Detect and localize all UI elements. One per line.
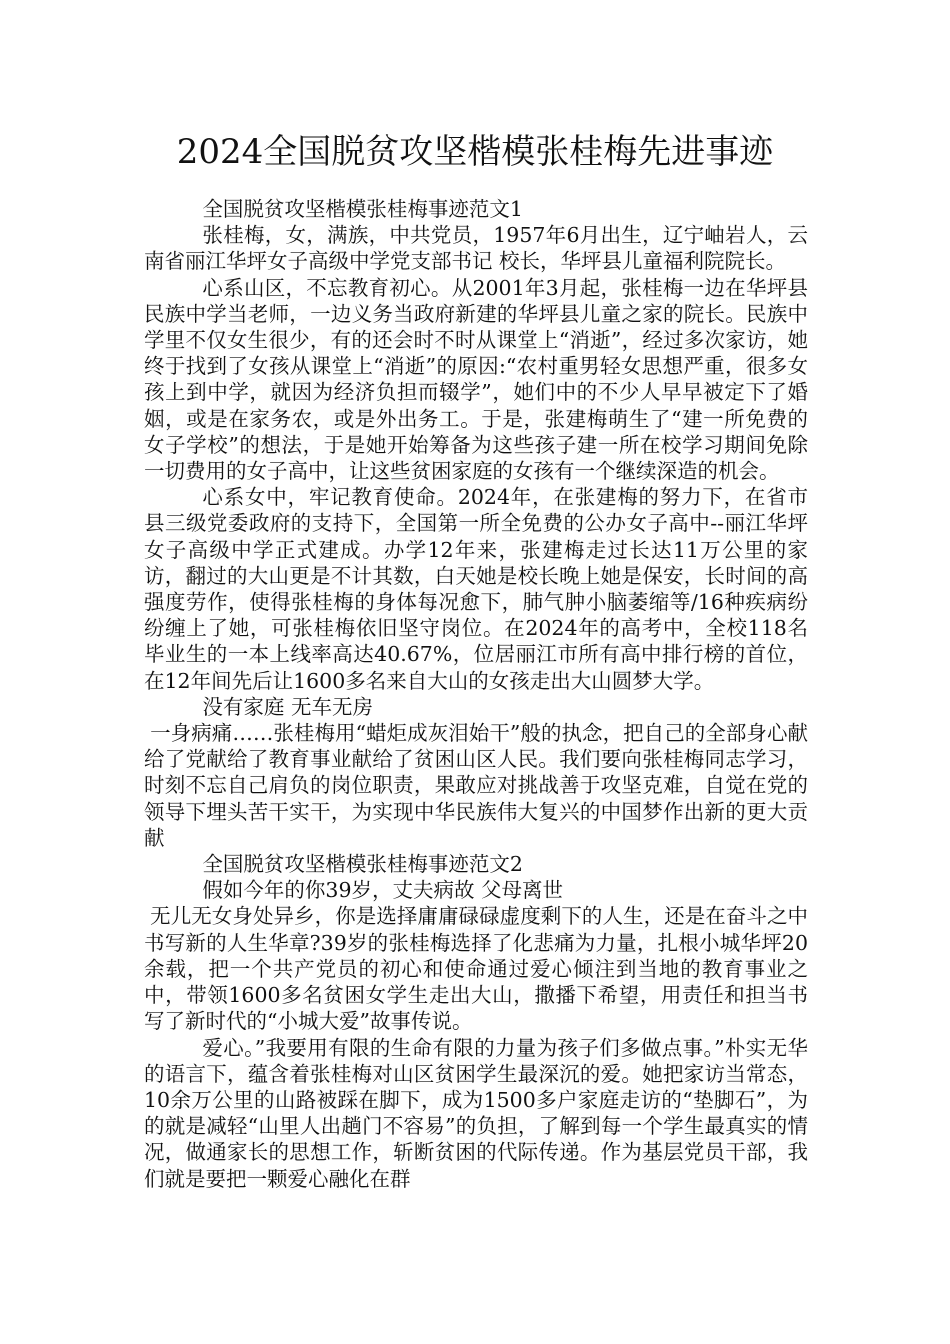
paragraph-dedication: 一身病痛……张桂梅用“蜡炬成灰泪始干”般的执念，把自己的全部身心献给了党献给了教育事业献给了贫困山区人民。我们要向张桂梅同志学习，时刻不忘自己肩负的岗位职责，果敢应对挑战善于攻坚克难，自觉在党的领导下埋头苦干实干，为实现中华民族伟大复兴的中国梦作出新的更大贡献: [144, 721, 808, 850]
paragraph-intro: 张桂梅，女，满族，中共党员，1957年6月出生，辽宁岫岩人，云南省丽江华坪女子高级中学党支部书记 校长，华坪县儿童福利院院长。: [144, 223, 808, 274]
paragraph-school: 心系女中，牢记教育使命。2024年，在张建梅的努力下，在省市县三级党委政府的支持下，全国第一所全免费的公办女子高中--丽江华坪女子高级中学正式建成。办学12年来，张建梅走过长达11万公里的家访，翻过的大山更是不计其数，白天她是校长晚上她是保安，长时间的高强度劳作，使得张桂梅的身体每况愈下，肺气肿小脑萎缩等/16种疾病纷纷缠上了她，可张桂梅依旧坚守岗位。在2024年的高考中，全校118名毕业生的一本上线率高达40.67%，位居丽江市所有高中排行榜的首位，在12年间先后让1600多名来自大山的女孩走出大山圆梦大学。: [144, 485, 808, 693]
document-body: [144, 196, 808, 1192]
document-title: 2024全国脱贫攻坚楷模张桂梅先进事迹: [176, 132, 774, 172]
paragraph-no-family: 没有家庭 无车无房: [202, 694, 373, 719]
paragraph-suppose: 假如今年的你39岁，丈夫病故 父母离世: [202, 878, 564, 903]
paragraph-choice: 无儿无女身处异乡，你是选择庸庸碌碌虚度剩下的人生，还是在奋斗之中书写新的人生华章?39岁的张桂梅选择了化悲痛为力量，扎根小城华坪20余载，把一个共产党员的初心和使命通过爱心倾注到当地的教育事业之中，带领1600多名贫困女学生走出大山，撒播下希望，用责任和担当书写了新时代的“小城大爱”故事传说。: [144, 904, 808, 1034]
section-heading-1: 全国脱贫攻坚楷模张桂梅事迹范文1: [202, 197, 523, 221]
paragraph-love: 爱心。”我要用有限的生命有限的力量为孩子们多做点事。”朴实无华的语言下，蕴含着张桂梅对山区贫困学生最深沉的爱。她把家访当常态，10余万公里的山路被踩在脚下，成为1500多户家庭走访的“垫脚石”，为的就是减轻“山里人出趟门不容易”的负担，了解到每一个学生最真实的情况，做通家长的思想工作，斩断贫困的代际传递。作为基层党员干部，我们就是要把一颗爱心融化在群: [144, 1035, 808, 1191]
section-heading-2: 全国脱贫攻坚楷模张桂梅事迹范文2: [202, 852, 523, 877]
paragraph-mountain: 心系山区，不忘教育初心。从2001年3月起，张桂梅一边在华坪县民族中学当老师，一边义务当政府新建的华坪县儿童之家的院长。民族中学里不仅女生很少，有的还会时不时从课堂上“消逝”，经过多次家访，她终于找到了女孩从课堂上“消逝”的原因:“农村重男轻女思想严重，很多女孩上到中学，就因为经济负担而辍学”，她们中的不少人早早被定下了婚姻，或是在家务农，或是外出务工。于是，张建梅萌生了“建一所免费的女子学校”的想法，于是她开始筹备为这些孩子建一所在校学习期间免除一切费用的女子高中，让这些贫困家庭的女孩有一个继续深造的机会。: [144, 275, 808, 484]
